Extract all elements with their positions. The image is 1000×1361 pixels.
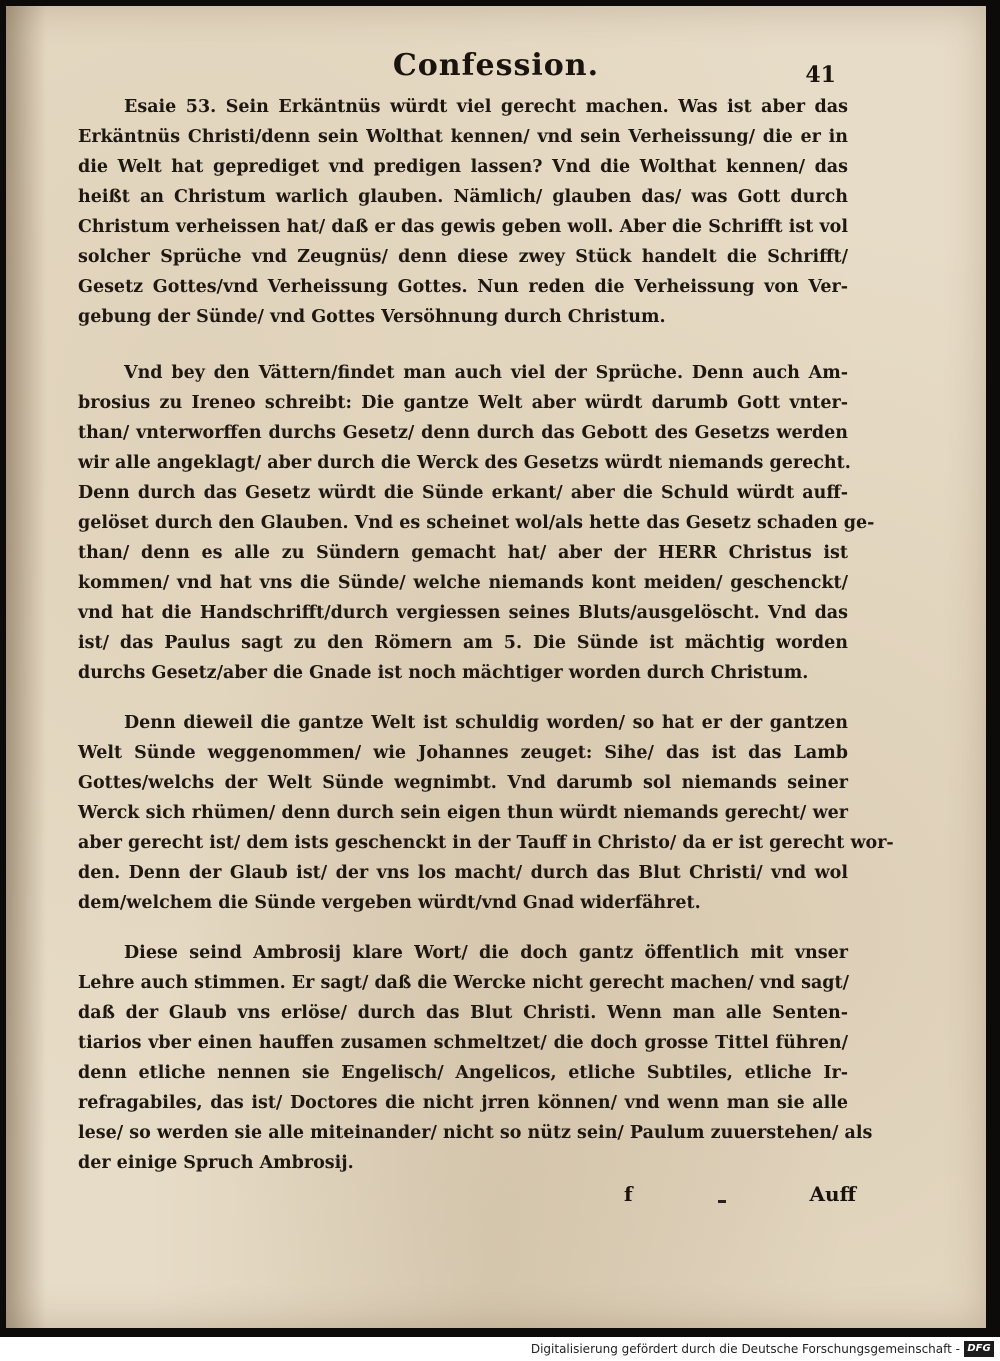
text-line: Erkäntnüs Christi/denn sein Wolthat kennen/ vnd sein Verheissung/ die er in	[78, 127, 848, 147]
text-line: heißt an Christum warlich glauben. Nämlich/ glauben das/ was Gott durch	[78, 187, 848, 207]
text-line: wir alle angeklagt/ aber durch die Werck des Gesetzs würdt niemands gerecht.	[78, 453, 851, 473]
paragraph-4	[78, 938, 873, 1178]
text-line: Gesetz Gottes/vnd Verheissung Gottes. Nun reden die Verheissung von Ver-	[78, 277, 848, 297]
gutter-shadow	[6, 6, 46, 1328]
catchword: Auff	[809, 1182, 856, 1206]
text-line: die Welt hat geprediget vnd predigen lassen? Vnd die Wolthat kennen/ das	[78, 157, 848, 177]
text-line: vnd hat die Handschrifft/durch vergiessen seines Bluts/ausgelöscht. Vnd das	[78, 603, 848, 623]
text-line: brosius zu Ireneo schreibt: Die gantze Welt aber würdt darumb Gott vnter-	[78, 393, 848, 413]
text-line: daß der Glaub vns erlöse/ durch das Blut Christi. Wenn man alle Senten-	[78, 1003, 848, 1023]
footer-marks	[606, 1178, 856, 1212]
text-line: Christum verheissen hat/ daß er das gewis geben woll. Aber die Schrifft ist vol	[78, 217, 848, 237]
text-line: solcher Sprüche vnd Zeugnüs/ denn diese zwey Stück handelt die Schrifft/	[78, 247, 848, 267]
book-page	[6, 6, 986, 1328]
page-number: 41	[805, 62, 836, 88]
text-line: den. Denn der Glaub ist/ der vns los macht/ durch das Blut Christi/ vnd wol	[78, 863, 848, 883]
text-line: ist/ das Paulus sagt zu den Römern am 5. Die Sünde ist mächtig worden	[78, 633, 848, 653]
dfg-logo: DFG	[964, 1341, 994, 1357]
digitization-footer	[0, 1338, 1000, 1361]
text-line: denn etliche nennen sie Engelisch/ Angelicos, etliche Subtiles, etliche Ir-	[78, 1063, 848, 1083]
text-line: Denn durch das Gesetz würdt die Sünde erkant/ aber die Schuld würdt auff-	[78, 483, 848, 503]
text-line: Diese seind Ambrosij klare Wort/ die doch gantz öffentlich mit vnser	[124, 943, 848, 963]
text-line: Werck sich rhümen/ denn durch sein eigen thun würdt niemands gerecht/ wer	[78, 803, 848, 823]
text-line: Welt Sünde weggenommen/ wie Johannes zeuget: Sihe/ das ist das Lamb	[78, 743, 848, 763]
text-line: Gottes/welchs der Welt Sünde wegnimbt. Vnd darumb sol niemands seiner	[78, 773, 848, 793]
text-line: Vnd bey den Vättern/findet man auch viel der Sprüche. Denn auch Am-	[124, 363, 848, 383]
paragraph-1	[78, 92, 848, 332]
text-line: der einige Spruch Ambrosij.	[78, 1153, 354, 1173]
text-line: aber gerecht ist/ dem ists geschenckt in der Tauff in Christo/ da er ist gerecht wor-	[78, 833, 894, 853]
text-line: kommen/ vnd hat vns die Sünde/ welche niemands kont meiden/ geschenckt/	[78, 573, 848, 593]
paragraph-3	[78, 708, 894, 918]
signature-mark: f	[624, 1182, 633, 1206]
running-title: Confession.	[392, 48, 600, 83]
text-line: dem/welchem die Sünde vergeben würdt/vnd Gnad widerfähret.	[78, 893, 701, 913]
text-line: gelöset durch den Glauben. Vnd es scheinet wol/als hette das Gesetz schaden ge-	[78, 513, 875, 533]
text-line: Lehre auch stimmen. Er sagt/ daß die Wercke nicht gerecht machen/ vnd sagt/	[78, 973, 850, 993]
funding-credit: Digitalisierung gefördert durch die Deutsche Forschungsgemeinschaft -	[530, 1342, 960, 1356]
text-line: Esaie 53. Sein Erkäntnüs würdt viel gerecht machen. Was ist aber das	[124, 97, 848, 117]
text-line: than/ denn es alle zu Sündern gemacht hat/ aber der HERR Christus ist	[78, 543, 848, 563]
text-line: durchs Gesetz/aber die Gnade ist noch mächtiger worden durch Christum.	[78, 663, 809, 683]
text-line: lese/ so werden sie alle miteinander/ nicht so nütz sein/ Paulum zuuerstehen/ als	[78, 1123, 873, 1143]
text-line: than/ vnterworffen durchs Gesetz/ denn durch das Gebott des Gesetzs werden	[78, 423, 848, 443]
text-line: tiarios vber einen hauffen zusamen schmeltzet/ die doch grosse Tittel führen/	[78, 1033, 848, 1053]
ink-dot	[718, 1200, 726, 1203]
text-line: refragabiles, das ist/ Doctores die nicht jrren können/ vnd wenn man sie alle	[78, 1093, 848, 1113]
paragraph-2	[78, 358, 875, 688]
text-line: Denn dieweil die gantze Welt ist schuldig worden/ so hat er der gantzen	[124, 713, 848, 733]
text-line: gebung der Sünde/ vnd Gottes Versöhnung durch Christum.	[78, 307, 666, 327]
